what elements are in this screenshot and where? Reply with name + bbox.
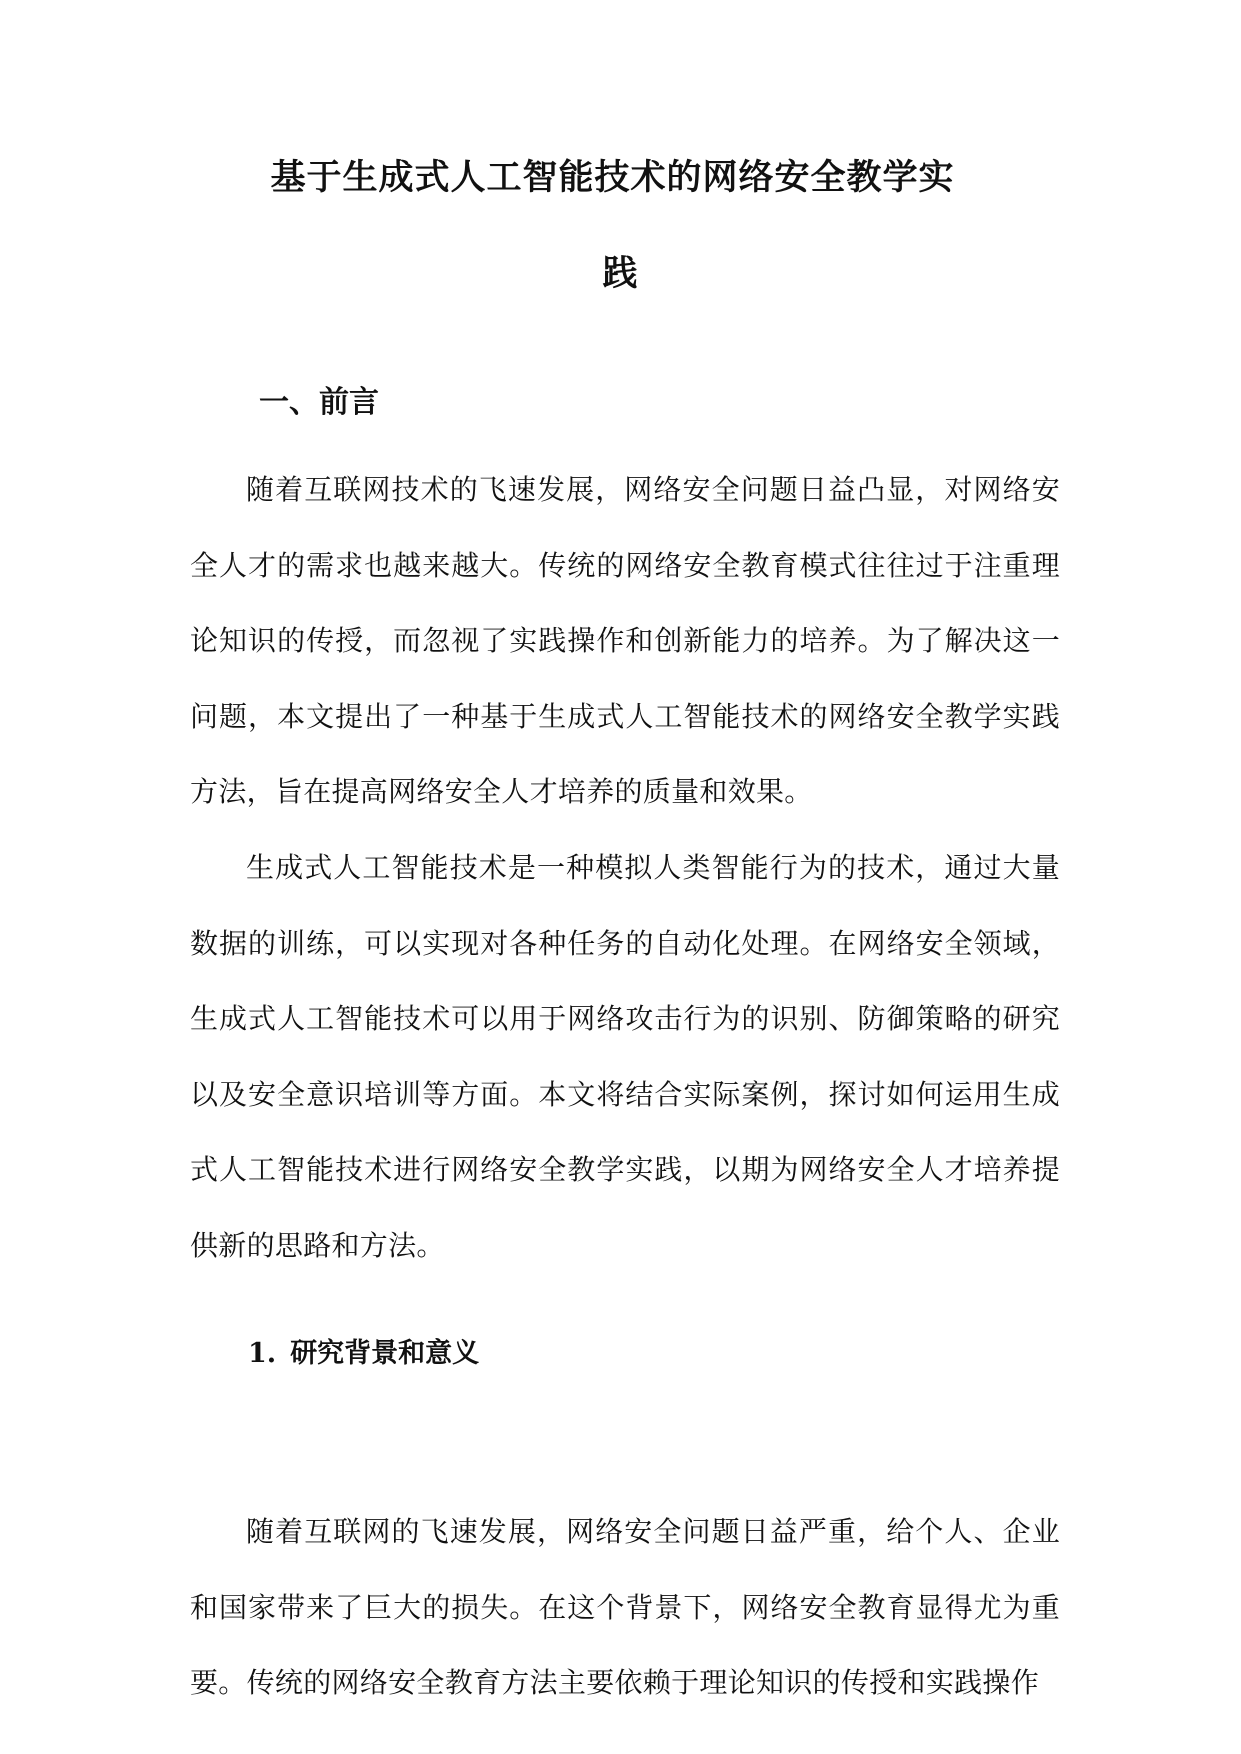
paragraph: 随着互联网的飞速发展，网络安全问题日益严重，给个人、企业和国家带来了巨大的损失。在这个背景下，网络安全教育显得尤为重要。传统的网络安全教育方法主要依赖于理论知识的传授和实践操作 bbox=[190, 1515, 1060, 1700]
subsection-number: 1. bbox=[248, 1338, 277, 1369]
document-title-line-2: 践 bbox=[602, 253, 639, 294]
paragraph: 随着互联网技术的飞速发展，网络安全问题日益凸显，对网络安全人才的需求也越来越大。传统的网络安全教育模式往往过于注重理论知识的传授，而忽视了实践操作和创新能力的培养。为了解决这一问题，本文提出了一种基于生成式人工智能技术的网络安全教学实践方法，旨在提高网络安全人才培养的质量和效果。 bbox=[190, 473, 1060, 809]
paragraph: 生成式人工智能技术是一种模拟人类智能行为的技术，通过大量数据的训练，可以实现对各种任务的自动化处理。在网络安全领域，生成式人工智能技术可以用于网络攻击行为的识别、防御策略的研究以及安全意识培训等方面。本文将结合实际案例，探讨如何运用生成式人工智能技术进行网络安全教学实践，以期为网络安全人才培养提供新的思路和方法。 bbox=[190, 851, 1060, 1262]
subsection-heading bbox=[248, 1336, 479, 1372]
section-heading-preface: 一、前言 bbox=[259, 385, 379, 420]
document-title-line-1: 基于生成式人工智能技术的网络安全教学实 bbox=[270, 157, 955, 198]
subsection-title: 研究背景和意义 bbox=[290, 1338, 480, 1369]
